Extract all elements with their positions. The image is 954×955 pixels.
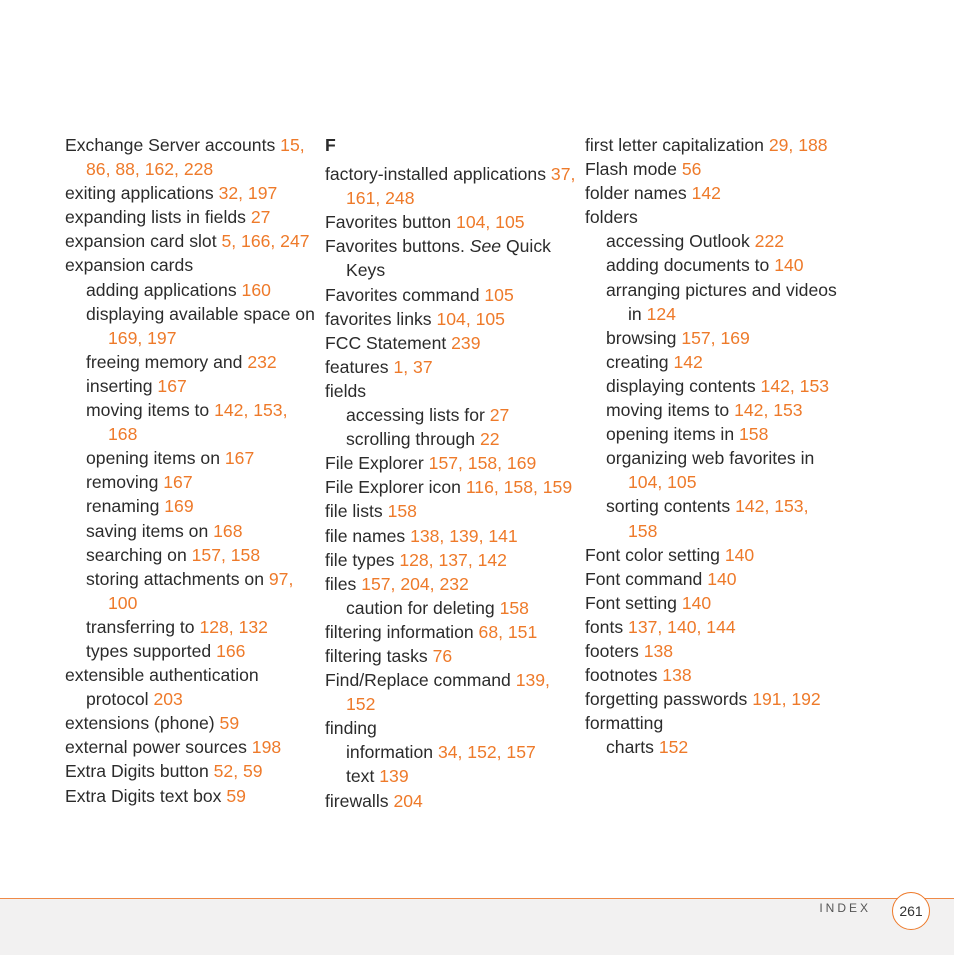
index-subentry [585,350,840,374]
index-subentry [65,639,315,663]
index-entry [585,663,840,687]
index-term: extensions (phone) [65,713,215,734]
page-references[interactable]: 104, 105 [628,472,697,493]
index-term: Favorites button [325,212,452,233]
index-entry [65,759,315,783]
page-references[interactable]: 140 [681,592,712,613]
index-term: creating [606,351,669,372]
index-subentry [325,427,577,451]
page-references[interactable]: 203 [153,689,183,710]
index-term: Font setting [585,592,677,613]
index-term: files [325,573,357,594]
index-subentry [65,350,315,374]
see-target: Quick Keys [346,236,551,281]
index-subentry [65,302,315,350]
index-term: opening items on [86,448,220,469]
page-references[interactable]: 29, 188 [768,135,828,155]
page-references[interactable]: 158 [499,597,529,618]
index-term: file names [325,525,406,546]
index-subentry [65,615,315,639]
index-subentry [585,422,840,446]
index-entry [325,379,577,403]
index-term: information [346,742,434,763]
index-term: filtering information [325,621,474,642]
index-subentry [65,374,315,398]
index-term: Font color setting [585,544,720,565]
index-entry [325,548,577,572]
page-references[interactable]: 142, 153 [734,400,803,421]
index-term: types supported [86,640,212,661]
page-references[interactable]: 116, 158, 159 [465,477,573,498]
page-references[interactable]: 76 [432,645,453,666]
index-term: accessing lists for [346,405,485,426]
section-letter: F [325,135,336,155]
page-references[interactable]: 37, 161, 248 [346,164,576,209]
page-references[interactable]: 56 [681,159,702,180]
page-references[interactable]: 59 [219,713,240,734]
index-term: Extra Digits text box [65,785,222,806]
index-term: extensible authentication protocol [65,665,259,710]
index-term: folder names [585,183,687,204]
page-number [892,892,930,930]
index-term: moving items to [606,400,730,421]
index-term: expansion card slot [65,231,217,252]
index-term: exiting applications [65,183,214,204]
index-term: fields [325,380,367,401]
index-term: firewalls [325,790,389,811]
page-references[interactable]: 158 [739,424,769,445]
index-term: fonts [585,616,624,637]
index-entry [65,735,315,759]
index-subentry [65,567,315,615]
page-references[interactable]: 169, 197 [108,327,177,348]
page-references[interactable]: 27 [250,207,271,228]
page-references[interactable]: 140 [724,544,755,565]
page-references[interactable]: 32, 197 [218,183,278,204]
index-term: Font command [585,568,703,589]
index-entry [65,181,315,205]
index-subentry [325,764,577,788]
index-term: saving items on [86,520,209,541]
page-references[interactable]: 139, 152 [346,670,550,715]
page-references[interactable]: 34, 152, 157 [437,742,536,763]
index-entry [65,133,315,181]
page-references[interactable]: 157, 204, 232 [361,573,469,594]
page-references[interactable]: 142 [691,183,721,204]
page-references[interactable]: 52, 59 [213,761,263,782]
index-subentry [325,740,577,764]
page-references[interactable]: 137, 140, 144 [628,616,736,637]
index-term: scrolling through [346,429,476,450]
index-term: favorites links [325,308,432,329]
index-entry [65,784,315,808]
index-term: adding applications [86,279,237,300]
index-entry [585,639,840,663]
page-references[interactable]: 167 [163,472,193,493]
index-subentry [585,374,840,398]
index-term: Find/Replace command [325,670,511,691]
index-subentry [65,494,315,518]
index-subentry [585,278,840,326]
page-references[interactable]: 142, 153 [760,375,830,396]
index-term: storing attachments on [86,568,264,589]
page-references[interactable]: 167 [224,448,255,469]
index-entry [65,229,315,253]
index-column-3 [585,133,840,759]
index-entry [325,668,577,716]
index-term: filtering tasks [325,645,428,666]
index-entry [325,475,577,499]
index-term: displaying contents [606,375,756,396]
index-term: finding [325,718,377,739]
index-term: sorting contents [606,496,731,517]
index-entry [325,162,577,210]
index-term: adding documents to [606,255,770,276]
index-term: text [346,766,375,787]
index-subentry [65,543,315,567]
page-references[interactable]: 140 [774,255,804,276]
index-term: footers [585,640,639,661]
page-references[interactable]: 168 [213,520,243,541]
page-number-text: 261 [899,903,923,919]
index-column-1 [65,133,315,808]
page-references[interactable]: 138 [643,640,674,661]
index-term: displaying available space on [86,303,315,324]
index-term: Exchange Server accounts [65,135,276,155]
index-subentry [585,253,840,277]
page-references[interactable]: 204 [393,790,423,811]
index-term: formatting [585,713,664,734]
page-references[interactable]: 15, 86, 88, 162, 228 [86,135,305,180]
page-references[interactable]: 166 [216,640,246,661]
page-references[interactable]: 158 [387,501,417,522]
index-term: footnotes [585,665,658,686]
index-entry [325,524,577,548]
index-term: File Explorer icon [325,477,461,498]
page-references[interactable]: 232 [247,351,277,372]
index-entry [325,234,577,282]
index-subentry [65,278,315,302]
page-references[interactable]: 128, 132 [199,616,268,637]
index-term: Flash mode [585,159,677,180]
index-subentry [585,398,840,422]
page-references[interactable]: 104, 105 [436,308,505,329]
page-references[interactable]: 124 [646,303,676,324]
index-term: opening items in [606,424,735,445]
page-references[interactable]: 142, 153, 168 [108,400,288,445]
index-entry [325,331,577,355]
index-entry [325,644,577,668]
index-term: first letter capitalization [585,135,764,155]
index-term: file types [325,549,395,570]
page-references[interactable]: 104, 105 [456,212,525,233]
page-references[interactable]: 27 [489,405,510,426]
index-term: accessing Outlook [606,231,750,252]
page-references[interactable]: 97, 100 [108,568,294,613]
index-term: renaming [86,496,160,517]
page-references[interactable]: 152 [658,737,689,758]
index-entry [65,253,315,277]
page-references[interactable]: 191, 192 [752,689,821,710]
index-subentry [65,519,315,543]
index-term: folders [585,207,638,228]
index-entry [325,210,577,234]
index-subentry [65,446,315,470]
index-term: organizing web favorites in [606,448,815,469]
index-term: Favorites buttons. [325,236,465,257]
index-entry [325,451,577,475]
index-subentry [585,229,840,253]
index-entry [325,499,577,523]
page-references[interactable]: 22 [479,429,500,450]
index-entry [325,307,577,331]
index-entry [325,355,577,379]
index-entry [585,543,840,567]
index-column-2 [325,133,577,813]
index-subentry [585,446,840,494]
index-entry [585,157,840,181]
see-reference: See [469,236,502,257]
index-entry [585,615,840,639]
page-references[interactable]: 105 [484,284,514,305]
page-references[interactable]: 198 [251,737,282,758]
index-term: expanding lists in fields [65,207,246,228]
page-references[interactable]: 222 [754,231,785,252]
page-references[interactable]: 138, 139, 141 [410,525,518,546]
index-entry [585,133,840,157]
index-entry [325,283,577,307]
index-entry [65,711,315,735]
index-term: File Explorer [325,453,424,474]
page-references[interactable]: 59 [226,785,246,806]
page-references[interactable]: 157, 158 [191,544,261,565]
index-term: inserting [86,375,153,396]
page-references[interactable]: 128, 137, 142 [399,549,507,570]
index-term: charts [606,737,654,758]
index-term: expansion cards [65,255,194,276]
index-subentry [65,398,315,446]
index-entry [585,567,840,591]
index-term: caution for deleting [346,597,495,618]
index-term: factory-installed applications [325,164,547,185]
index-subentry [65,470,315,494]
index-entry [325,716,577,740]
page-references[interactable]: 139 [379,766,409,787]
index-subentry [325,403,577,427]
page-references[interactable]: 157, 158, 169 [428,453,537,474]
page-references[interactable]: 5, 166, 247 [221,231,310,252]
index-term: forgetting passwords [585,689,748,710]
index-term: external power sources [65,737,247,758]
index-term: removing [86,472,159,493]
index-term: freeing memory and [86,351,243,372]
index-term: searching on [86,544,187,565]
index-term: arranging pictures and videos in [606,279,837,324]
index-entry [65,205,315,229]
index-entry [585,181,840,205]
index-entry [325,789,577,813]
page-references[interactable]: 169 [164,496,194,517]
index-entry [325,620,577,644]
index-term: Favorites command [325,284,480,305]
section-label: INDEX [819,901,871,915]
page-references[interactable]: 239 [451,332,481,353]
page-references[interactable]: 140 [707,568,737,589]
index-entry [325,572,577,596]
index-term: moving items to [86,400,210,421]
index-entry [585,591,840,615]
page-references[interactable]: 160 [241,279,271,300]
index-term: file lists [325,501,383,522]
page-references[interactable]: 157, 169 [681,327,750,348]
page-references[interactable]: 142, 153, 158 [628,496,809,541]
index-subentry [585,326,840,350]
index-term: transferring to [86,616,195,637]
page-references[interactable]: 1, 37 [393,356,433,377]
index-entry [585,205,840,229]
index-subentry [325,596,577,620]
index-entry [65,663,315,711]
index-term: Extra Digits button [65,761,209,782]
page-references[interactable]: 167 [157,375,187,396]
index-subentry [585,735,840,759]
index-entry [585,711,840,735]
page-references[interactable]: 68, 151 [478,621,538,642]
page-references[interactable]: 138 [662,665,692,686]
index-entry [585,687,840,711]
index-term: features [325,356,389,377]
index-subentry [585,494,840,542]
page-footer [0,898,954,955]
index-term: FCC Statement [325,332,447,353]
page-references[interactable]: 142 [673,351,703,372]
index-term: browsing [606,327,677,348]
